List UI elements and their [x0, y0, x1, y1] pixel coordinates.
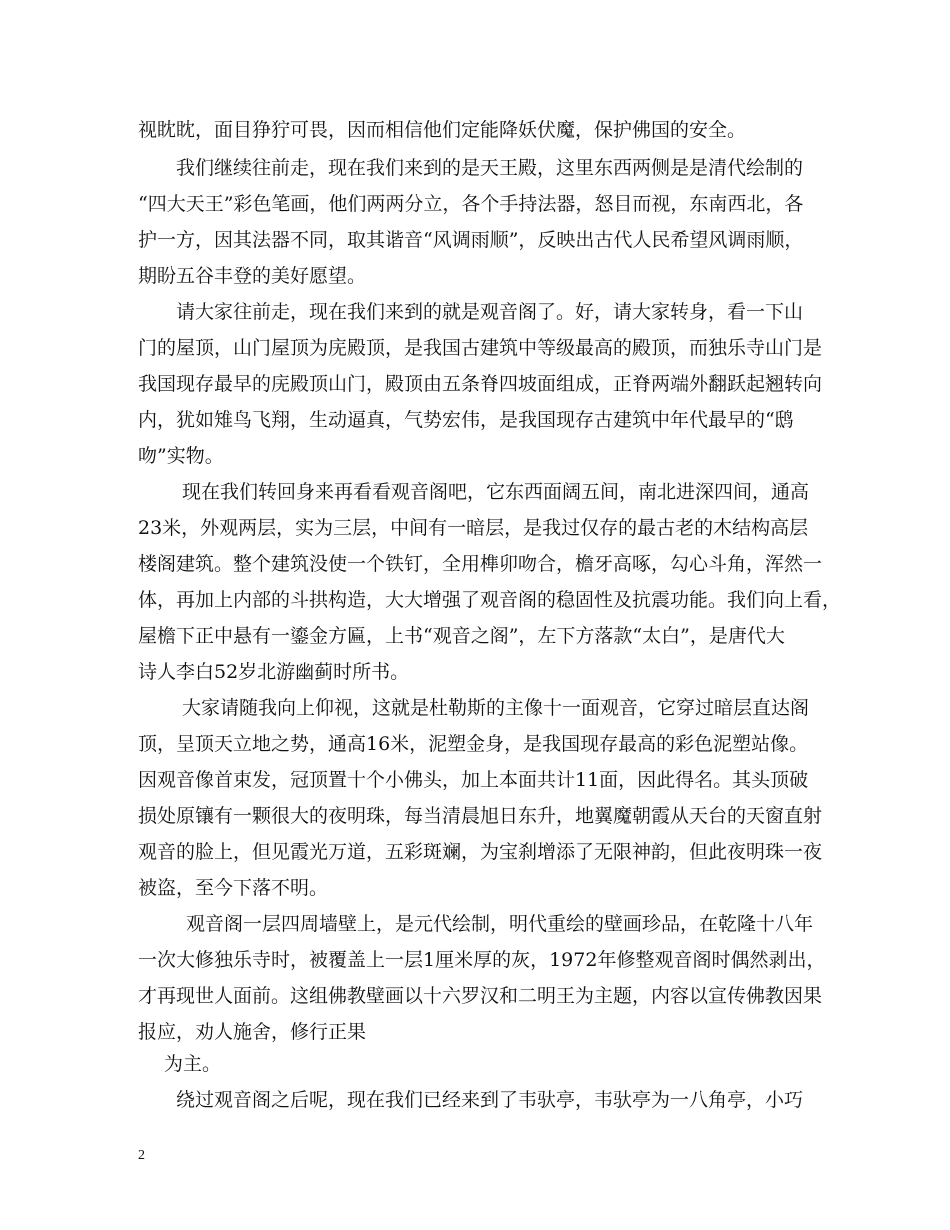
text-line: 楼阁建筑。整个建筑没使一个铁钉，全用榫卯吻合，檐牙高啄，勾心斗角，浑然一 — [138, 553, 823, 575]
text-line: 大家请随我向上仰视，这就是杜勒斯的主像十一面观音，它穿过暗层直达阁 — [182, 697, 810, 719]
text-line: “四大天王”彩色笔画，他们两两分立，各个手持法器，怒目而视，东南西北，各 — [138, 193, 804, 215]
text-line: 为主。 — [164, 1053, 222, 1075]
text-line: 屋檐下正中悬有一鎏金方匾，上书“观音之阁”，左下方落款“太白”，是唐代大 — [138, 625, 785, 647]
text-line: 我国现存最早的庑殿顶山门，殿顶由五条脊四坡面组成，正脊两端外翻跃起翘转向 — [138, 373, 823, 395]
text-line: 因观音像首束发，冠顶置十个小佛头，加上本面共计11面，因此得名。其头顶破 — [138, 769, 809, 791]
text-line: 顶，呈顶天立地之势，通高16米，泥塑金身，是我国现存最高的彩色泥塑站像。 — [138, 733, 809, 755]
text-line: 才再现世人面前。这组佛教壁画以十六罗汉和二明王为主题，内容以宣传佛教因果 — [138, 985, 823, 1007]
text-line: 视眈眈，面目狰狞可畏，因而相信他们定能降妖伏魔，保护佛国的安全。 — [138, 119, 747, 141]
text-line: 报应，劝人施舍，修行正果 — [138, 1021, 367, 1043]
text-line: 请大家往前走，现在我们来到的就是观音阁了。好，请大家转身，看一下山 — [176, 301, 804, 323]
text-line: 门的屋顶，山门屋顶为庑殿顶，是我国古建筑中等级最高的殿顶，而独乐寺山门是 — [138, 337, 823, 359]
text-line: 观音阁一层四周墙壁上，是元代绘制，明代重绘的壁画珍品，在乾隆十八年 — [186, 913, 814, 935]
text-line: 吻”实物。 — [138, 445, 224, 467]
text-line: 诗人李白52岁北游幽蓟时所书。 — [138, 661, 410, 683]
text-line: 一次大修独乐寺时，被覆盖上一层1厘米厚的灰，1972年修整观音阁时偶然剥出， — [138, 949, 826, 971]
text-line: 观音的脸上，但见霞光万道，五彩斑斓，为宝刹增添了无限神韵，但此夜明珠一夜 — [138, 841, 823, 863]
page-number: 2 — [138, 1148, 145, 1163]
text-line: 我们继续往前走，现在我们来到的是天王殿，这里东西两侧是是清代绘制的 — [176, 157, 804, 179]
text-line: 护一方，因其法器不同，取其谐音“风调雨顺”，反映出古代人民希望风调雨顺， — [138, 229, 804, 251]
text-line: 23米，外观两层，实为三层，中间有一暗层，是我过仅存的最古老的木结构高层 — [138, 517, 809, 539]
text-line: 被盗，至今下落不明。 — [138, 877, 329, 899]
text-line: 内，犹如雉鸟飞翔，生动逼真，气势宏伟，是我国现存古建筑中年代最早的“鸱 — [138, 409, 794, 431]
text-line: 损处原镶有一颗很大的夜明珠，每当清晨旭日东升，地翼魔朝霞从天台的天窗直射 — [138, 805, 823, 827]
text-line: 现在我们转回身来再看看观音阁吧，它东西面阔五间，南北进深四间，通高 — [182, 481, 810, 503]
text-line: 体，再加上内部的斗拱构造，大大增强了观音阁的稳固性及抗震功能。我们向上看， — [138, 589, 842, 611]
text-line: 期盼五谷丰登的美好愿望。 — [138, 265, 367, 287]
text-line: 绕过观音阁之后呢，现在我们已经来到了韦驮亭，韦驮亭为一八角亭，小巧 — [176, 1089, 804, 1111]
